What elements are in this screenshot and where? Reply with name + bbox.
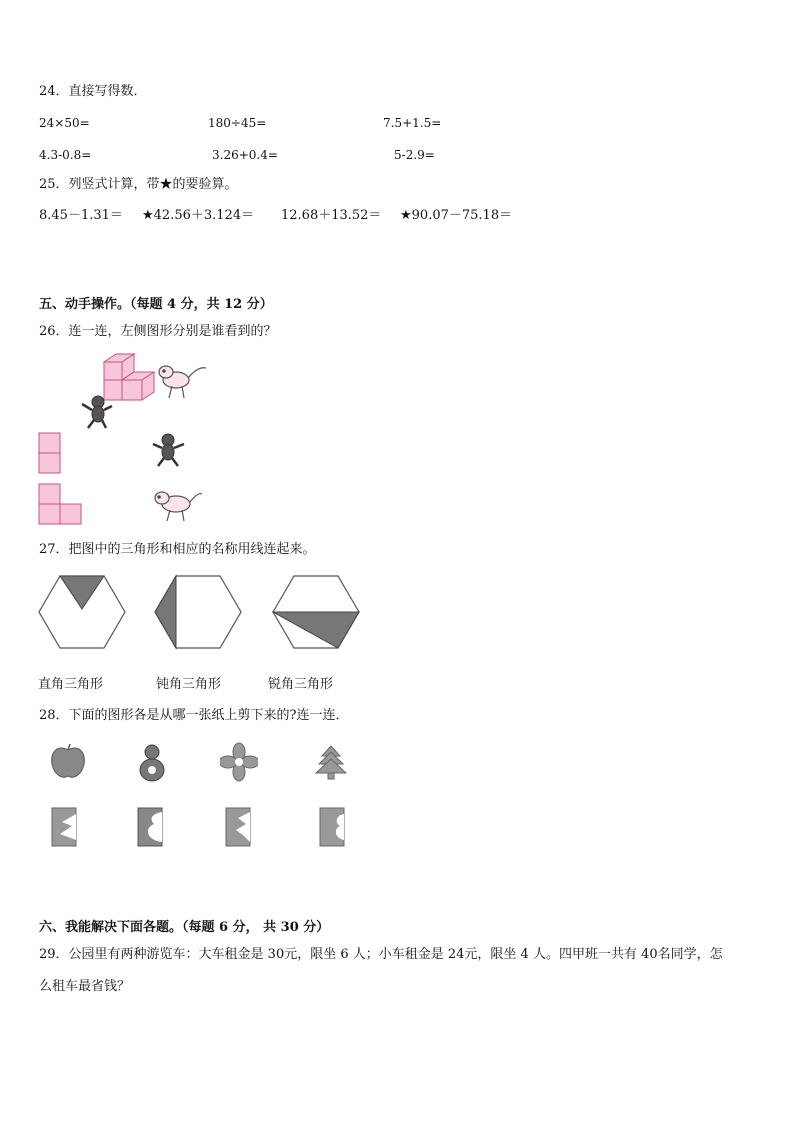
paper-with-flower-hole-icon — [316, 806, 350, 848]
q24-item: 24×50= — [39, 116, 90, 130]
q25-item: 12.68＋13.52＝ — [281, 208, 382, 223]
section-heading: 六、我能解决下面各题。（每题 6 分， 共 30 分） — [39, 920, 330, 935]
flower-cutout-icon — [220, 742, 258, 782]
dog-icon — [150, 488, 202, 524]
section-heading: 五、动手操作。（每题 4 分，共 12 分） — [39, 297, 273, 312]
paper-with-tree-hole-icon — [48, 806, 82, 848]
paper-with-apple-hole-icon — [222, 806, 256, 848]
front-view-shape — [38, 432, 63, 476]
triangle-name-label: 钝角三角形 — [156, 677, 222, 692]
triangle-name-label: 直角三角形 — [38, 677, 104, 692]
dog-icon — [159, 366, 206, 398]
hexagon-acute-triangle — [272, 574, 362, 654]
triangle-name-label: 锐角三角形 — [268, 677, 334, 692]
q25-item: ★90.07－75.18＝ — [400, 208, 513, 223]
tree-cutout-icon — [314, 744, 348, 780]
q29-text-line: 29．公园里有两种游览车：大车租金是 30元，限坐 6 人；小车租金是 24元，限坐 4 人。四甲班一共有 40名同学，怎 — [39, 947, 723, 962]
gourd-cutout-icon — [134, 742, 170, 784]
monkey-icon — [150, 432, 190, 468]
q24-item: 7.5+1.5= — [383, 116, 442, 130]
q25-title: 25．列竖式计算，带★的要验算。 — [39, 177, 238, 192]
q24-item: 3.26+0.4= — [212, 148, 278, 162]
q27-title: 27．把图中的三角形和相应的名称用线连起来。 — [39, 542, 316, 557]
side-view-shape — [38, 483, 84, 527]
q24-item: 5-2.9= — [394, 148, 435, 162]
hexagon-right-triangle — [38, 574, 128, 654]
q29-text-line: 么租车最省钱？ — [39, 979, 131, 994]
q26-main-scene — [76, 352, 211, 430]
monkey-icon — [82, 396, 112, 428]
q24-item: 4.3-0.8= — [39, 148, 92, 162]
apple-cutout-icon — [48, 742, 88, 782]
q26-title: 26．连一连，左侧图形分别是谁看到的？ — [39, 324, 277, 339]
q24-item: 180÷45= — [208, 116, 267, 130]
q25-item: ★42.56＋3.124＝ — [142, 208, 255, 223]
q24-title: 24．直接写得数． — [39, 84, 147, 99]
q28-title: 28．下面的图形各是从哪一张纸上剪下来的?连一连． — [39, 708, 349, 723]
hexagon-obtuse-triangle — [154, 574, 244, 654]
paper-with-gourd-hole-icon — [134, 806, 168, 848]
q25-item: 8.45－1.31＝ — [39, 208, 123, 223]
cube-stack — [104, 354, 154, 400]
